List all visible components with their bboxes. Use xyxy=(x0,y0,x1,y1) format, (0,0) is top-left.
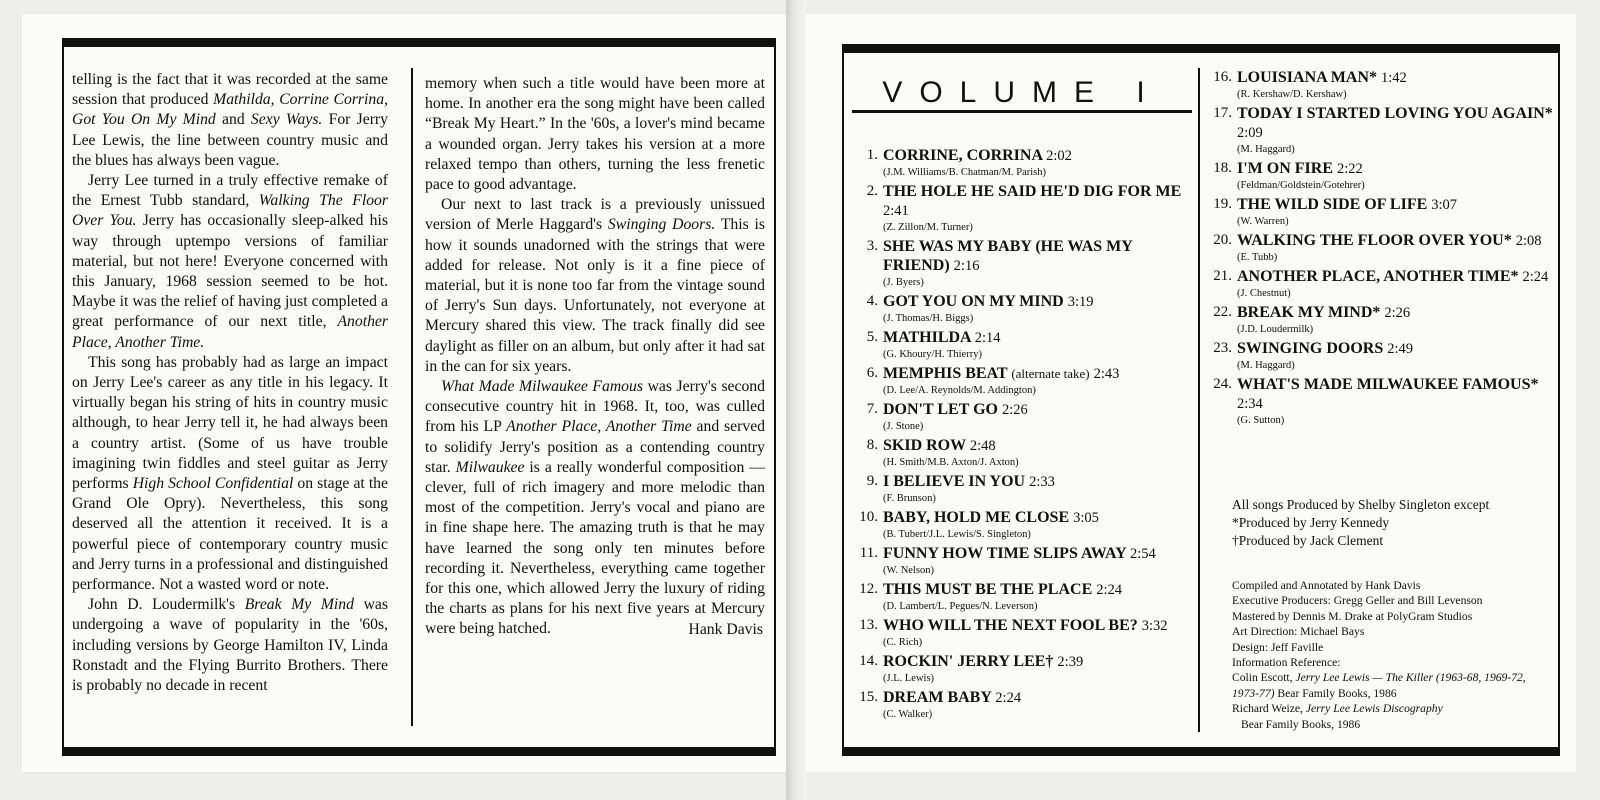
paragraph xyxy=(72,353,388,595)
track-item xyxy=(1206,303,1556,337)
track-title-line xyxy=(883,182,1198,221)
track-credit: (R. Kershaw/D. Kershaw) xyxy=(1237,89,1347,100)
track-item xyxy=(852,508,1198,542)
text-run: on stage at the Grand Ole Opry). Nevertheless, this song deserved all the attention it received. It is a powerful piece of contemporary country music and Jerry turns in a professional and distinguished performance. Not a wasted word or note. xyxy=(72,475,388,594)
track-credit: (E. Tubb) xyxy=(1237,252,1278,263)
track-time: 2:08 xyxy=(1515,233,1542,249)
track-title: THIS MUST BE THE PLACE xyxy=(883,581,1093,598)
text-run: and served to solidify Jerry's position as a contending country star. xyxy=(425,418,765,476)
track-title: GOT YOU ON MY MIND xyxy=(883,293,1064,310)
volume-title: VOLUME I xyxy=(882,76,1162,109)
track-time: 2:41 xyxy=(883,203,909,219)
track-credit: (B. Tubert/J.L. Lewis/S. Singleton) xyxy=(883,529,1031,540)
track-time: 2:14 xyxy=(974,330,1001,346)
italic-title: Walking The Floor Over You. xyxy=(72,192,388,230)
track-item xyxy=(1206,231,1556,265)
track-item xyxy=(852,400,1198,434)
paragraph xyxy=(72,595,388,696)
italic-title: Another Place, Another Time. xyxy=(72,313,388,351)
track-item xyxy=(1206,267,1556,301)
tracklist-column-1 xyxy=(852,146,1198,724)
credit-line xyxy=(1232,578,1552,593)
track-number: 11. xyxy=(859,545,878,561)
track-title: MATHILDA xyxy=(883,329,971,346)
left-column-divider xyxy=(411,68,413,726)
track-time: 3:05 xyxy=(1073,510,1099,526)
track-title: DON'T LET GO xyxy=(883,401,998,418)
track-time: 2:24 xyxy=(995,690,1022,706)
track-title-line xyxy=(1237,231,1556,251)
credit-line xyxy=(1232,624,1552,639)
track-title-line xyxy=(1237,339,1556,359)
track-number: 14. xyxy=(859,653,878,669)
track-credit: (F. Brunson) xyxy=(883,493,936,504)
credit-text: Richard Weize, xyxy=(1232,702,1306,716)
track-title-line xyxy=(1237,267,1556,287)
track-number: 12. xyxy=(859,581,878,597)
track-title-line xyxy=(1237,303,1556,323)
track-time: 3:19 xyxy=(1067,294,1094,310)
track-number: 21. xyxy=(1213,268,1232,284)
track-time: 2:09 xyxy=(1237,125,1263,141)
track-credit: (J.L. Lewis) xyxy=(883,673,935,684)
track-body xyxy=(883,508,1198,542)
track-title: LOUISIANA MAN* xyxy=(1237,69,1378,86)
track-title: MEMPHIS BEAT xyxy=(883,365,1008,382)
track-credit: (C. Rich) xyxy=(883,637,923,648)
track-time: 3:32 xyxy=(1141,618,1168,634)
track-body xyxy=(1237,68,1556,102)
track-credit: (J. Byers) xyxy=(883,277,924,288)
tracklist-column-divider xyxy=(1198,68,1200,732)
track-credit: (J.M. Williams/B. Chatman/M. Parish) xyxy=(883,167,1047,178)
track-body xyxy=(1237,195,1556,229)
track-time: 2:33 xyxy=(1029,474,1055,490)
italic-title: What Made Milwaukee Famous xyxy=(441,378,643,396)
track-title-line xyxy=(883,237,1198,276)
track-body xyxy=(1237,375,1556,428)
italic-title: Milwaukee xyxy=(455,458,525,476)
track-item xyxy=(852,472,1198,506)
paragraph xyxy=(425,195,765,377)
track-item xyxy=(852,364,1198,398)
track-title: ANOTHER PLACE, ANOTHER TIME* xyxy=(1237,268,1519,285)
track-time: 2:22 xyxy=(1337,161,1363,177)
track-title-line xyxy=(883,508,1198,528)
track-time: 2:26 xyxy=(1384,305,1411,321)
track-item xyxy=(1206,339,1556,373)
track-item xyxy=(1206,68,1556,102)
credit-text: Colin Escott, xyxy=(1232,671,1296,685)
track-title: THE HOLE HE SAID HE'D DIG FOR ME xyxy=(883,183,1182,200)
track-number: 18. xyxy=(1213,160,1232,176)
text-run: This song has probably had as large an impact on Jerry Lee's career as any title in his legacy. It virtually began his string of hits in country music although, to hear Jerry tell it, he had always been a country artist. (Some of us have trouble imagining twin fiddles and steel guitar as Jerry performs xyxy=(72,353,388,493)
track-body xyxy=(883,544,1198,578)
track-title-line xyxy=(883,616,1198,636)
track-title: TODAY I STARTED LOVING YOU AGAIN* xyxy=(1237,105,1553,122)
track-credit: (H. Smith/M.B. Axton/J. Axton) xyxy=(883,457,1019,468)
producer-line: †Produced by Jack Clement xyxy=(1232,533,1384,548)
italic-title: Mathilda, Corrine Corrina, Got You On My Mind xyxy=(72,91,389,129)
track-title-line xyxy=(1237,159,1556,179)
track-title-line xyxy=(883,580,1198,600)
track-body xyxy=(883,472,1198,506)
track-number: 24. xyxy=(1213,376,1232,392)
text-run: was Jerry's second consecutive country hit in 1968. It, too, was culled from his LP xyxy=(425,378,765,436)
track-body xyxy=(883,292,1198,326)
track-time: 2:49 xyxy=(1387,341,1414,357)
credit-text: Mastered by Dennis M. Drake at PolyGram Studios xyxy=(1232,609,1473,623)
liner-notes-column-2 xyxy=(425,74,765,640)
track-title-line xyxy=(883,472,1198,492)
track-title-line xyxy=(1237,104,1556,143)
track-credit: (C. Walker) xyxy=(883,709,933,720)
track-item xyxy=(852,237,1198,290)
track-number: 7. xyxy=(866,401,878,417)
track-body xyxy=(883,400,1198,434)
track-title: SWINGING DOORS xyxy=(1237,340,1384,357)
track-number: 17. xyxy=(1213,105,1232,121)
track-title: SKID ROW xyxy=(883,437,966,454)
italic-title: Swinging Doors. xyxy=(607,216,716,234)
track-time: 2:48 xyxy=(969,438,996,454)
track-title: ROCKIN' JERRY LEE† xyxy=(883,653,1054,670)
paragraph xyxy=(425,74,765,195)
credit-text: Bear Family Books, 1986 xyxy=(1241,717,1361,731)
producer-line: *Produced by Jerry Kennedy xyxy=(1232,515,1390,530)
credit-line xyxy=(1232,593,1552,608)
track-title: CORRINE, CORRINA xyxy=(883,147,1043,164)
track-credit: (M. Haggard) xyxy=(1237,360,1295,371)
track-note: (alternate take) xyxy=(1011,366,1090,381)
paragraph xyxy=(425,377,765,640)
track-title: FUNNY HOW TIME SLIPS AWAY xyxy=(883,545,1127,562)
track-title: BREAK MY MIND* xyxy=(1237,304,1381,321)
text-run: was undergoing a wave of popularity in the '60s, including versions by George Hamilton IV, Linda Ronstadt and the Flying Burrito Brothers. There is probably no decade in recent xyxy=(72,596,388,695)
track-number: 10. xyxy=(859,509,878,525)
track-title-line xyxy=(883,328,1198,348)
track-time: 2:34 xyxy=(1237,396,1263,412)
credit-italic: Jerry Lee Lewis — The Killer (1963-68, 1969-72, 1973-77) xyxy=(1232,671,1526,700)
track-body xyxy=(883,580,1198,614)
booklet-spine xyxy=(786,0,806,800)
signature: Hank Davis xyxy=(688,620,763,638)
track-number: 19. xyxy=(1213,196,1232,212)
credit-line xyxy=(1232,717,1552,732)
track-number: 9. xyxy=(866,473,878,489)
track-time: 2:43 xyxy=(1093,366,1120,382)
track-time: 2:39 xyxy=(1057,654,1084,670)
track-title: WHAT'S MADE MILWAUKEE FAMOUS* xyxy=(1237,376,1539,393)
producer-line: All songs Produced by Shelby Singleton except xyxy=(1232,497,1490,512)
text-run: telling is the fact that it was recorded at the same session that produced xyxy=(72,71,388,109)
track-item xyxy=(1206,195,1556,229)
track-number: 23. xyxy=(1213,340,1232,356)
track-title: I'M ON FIRE xyxy=(1237,160,1333,177)
track-credit: (J.D. Loudermilk) xyxy=(1237,324,1314,335)
track-credit: (J. Thomas/H. Biggs) xyxy=(883,313,974,324)
track-body xyxy=(883,436,1198,470)
track-title: BABY, HOLD ME CLOSE xyxy=(883,509,1070,526)
track-body xyxy=(1237,267,1556,301)
track-body xyxy=(883,182,1198,235)
track-credit: (J. Stone) xyxy=(883,421,924,432)
track-item xyxy=(852,652,1198,686)
track-item xyxy=(1206,159,1556,193)
credit-line xyxy=(1232,609,1552,624)
italic-title: Sexy Ways. xyxy=(250,111,323,129)
paragraph xyxy=(72,70,388,171)
track-body xyxy=(1237,104,1556,157)
credit-line xyxy=(1232,701,1552,716)
track-title: DREAM BABY xyxy=(883,689,992,706)
track-body xyxy=(883,328,1198,362)
track-credit: (W. Nelson) xyxy=(883,565,934,576)
production-credits xyxy=(1232,578,1552,732)
track-title-line xyxy=(883,292,1198,312)
credit-text: Design: Jeff Faville xyxy=(1232,640,1324,654)
track-number: 1. xyxy=(866,147,878,163)
track-credit: (G. Sutton) xyxy=(1237,415,1285,426)
track-time: 2:24 xyxy=(1522,269,1549,285)
track-title-line xyxy=(1237,195,1556,215)
track-title: THE WILD SIDE OF LIFE xyxy=(1237,196,1428,213)
track-number: 8. xyxy=(866,437,878,453)
track-title-line xyxy=(883,652,1198,672)
track-number: 16. xyxy=(1213,69,1232,85)
track-item xyxy=(852,688,1198,722)
track-body xyxy=(883,237,1198,290)
track-title: WHO WILL THE NEXT FOOL BE? xyxy=(883,617,1138,634)
text-run: Jerry has occasionally sleep-alked his way through uptempo versions of familiar material, but not here! Everyone concerned with this January, 1968 session seemed to be hot. Maybe it was the relief of having just completed a great performance of our next title, xyxy=(72,212,388,331)
credit-text: Art Direction: Michael Bays xyxy=(1232,625,1365,639)
track-body xyxy=(1237,231,1556,265)
track-credit: (Z. Zillon/M. Turner) xyxy=(883,222,973,233)
track-body xyxy=(883,616,1198,650)
track-number: 20. xyxy=(1213,232,1232,248)
track-title-line xyxy=(883,146,1198,166)
text-run: John D. Loudermilk's xyxy=(88,596,245,614)
credit-tail: Bear Family Books, 1986 xyxy=(1274,686,1397,700)
track-number: 22. xyxy=(1213,304,1232,320)
track-item xyxy=(852,292,1198,326)
track-item xyxy=(852,436,1198,470)
credit-text: Information Reference: xyxy=(1232,656,1341,670)
track-item xyxy=(852,580,1198,614)
credit-line xyxy=(1232,655,1552,670)
track-body xyxy=(1237,159,1556,193)
credit-italic: Jerry Lee Lewis Discography xyxy=(1305,702,1443,716)
track-item xyxy=(852,146,1198,180)
credit-text: Executive Producers: Gregg Geller and Bill Levenson xyxy=(1232,594,1483,608)
track-number: 4. xyxy=(866,293,878,309)
track-title-line xyxy=(883,436,1198,456)
text-run: This is how it sounds unadorned with the strings that were added for release. Not only is it a fine piece of material, but it is none too far from the vintage sound of Jerry's Sun days. Unfortunately, not everyone at Mercury shared this view. The track finally did see daylight as filler on an album, but only after it had sat in the can for six years. xyxy=(425,216,765,375)
track-number: 13. xyxy=(859,617,878,633)
text-run: is a really wonderful composition — clever, full of rich imagery and more melodic than most of the competition. Jerry's vocal and piano are in fine shape here. The amazing truth is that he may have learned the song only ten minutes before recording it. Nevertheless, everything came together for this one, which allowed Jerry the luxury of riding the charts as plans for his next five years at Mercury were being hatched. xyxy=(425,458,765,638)
track-item xyxy=(852,544,1198,578)
track-number: 6. xyxy=(866,365,878,381)
track-item xyxy=(852,182,1198,235)
track-credit: (D. Lambert/L. Pegues/N. Leverson) xyxy=(883,601,1038,612)
track-item xyxy=(852,616,1198,650)
track-time: 2:54 xyxy=(1130,546,1156,562)
track-body xyxy=(883,364,1198,398)
track-title-line xyxy=(883,400,1198,420)
track-time: 3:07 xyxy=(1431,197,1458,213)
track-item xyxy=(1206,104,1556,157)
track-credit: (W. Warren) xyxy=(1237,216,1289,227)
text-run: Our next to last track is a previously unissued version of Merle Haggard's xyxy=(425,196,765,234)
track-title: WALKING THE FLOOR OVER YOU* xyxy=(1237,232,1512,249)
track-title: SHE WAS MY BABY (HE WAS MY FRIEND) xyxy=(883,238,1133,274)
track-number: 5. xyxy=(866,329,878,345)
liner-notes-column-1 xyxy=(72,70,388,696)
track-credit: (G. Khoury/H. Thierry) xyxy=(883,349,982,360)
track-time: 2:24 xyxy=(1096,582,1123,598)
italic-title: Another Place, Another Time xyxy=(506,418,692,436)
track-number: 2. xyxy=(866,183,878,199)
track-body xyxy=(1237,339,1556,373)
producer-notes xyxy=(1232,496,1489,550)
track-title-line xyxy=(883,364,1198,384)
track-body xyxy=(883,688,1198,722)
track-time: 1:42 xyxy=(1381,70,1407,86)
track-number: 3. xyxy=(866,238,878,254)
text-run: Jerry Lee turned in a truly effective remake of the Ernest Tubb standard, xyxy=(72,172,388,210)
track-time: 2:26 xyxy=(1002,402,1028,418)
volume-title-rule xyxy=(852,110,1192,113)
credit-text: Compiled and Annotated by Hank Davis xyxy=(1232,579,1421,592)
track-title-line xyxy=(883,544,1198,564)
track-item xyxy=(852,328,1198,362)
credit-line xyxy=(1232,670,1552,701)
italic-title: High School Confidential xyxy=(132,475,294,493)
track-body xyxy=(883,652,1198,686)
text-run: memory when such a title would have been more at home. In another era the song might have been called “Break My Heart.” In the '60s, a lover's mind became a wounded organ. Jerry takes his version at a more relaxed tempo than others, turning the less frenetic pace to good advantage. xyxy=(425,75,765,194)
track-time: 2:02 xyxy=(1046,148,1072,164)
tracklist-column-2 xyxy=(1206,68,1556,430)
track-number: 15. xyxy=(859,689,878,705)
track-credit: (M. Haggard) xyxy=(1237,144,1295,155)
track-body xyxy=(883,146,1198,180)
track-title: I BELIEVE IN YOU xyxy=(883,473,1026,490)
track-time: 2:16 xyxy=(953,258,980,274)
track-body xyxy=(1237,303,1556,337)
track-title-line xyxy=(883,688,1198,708)
track-credit: (J. Chestnut) xyxy=(1237,288,1291,299)
text-run: For Jerry Lee Lewis, the line between country music and the blues has always been vague. xyxy=(72,111,388,169)
text-run: and xyxy=(215,111,251,129)
track-item xyxy=(1206,375,1556,428)
track-credit: (D. Lee/A. Reynolds/M. Addington) xyxy=(883,385,1036,396)
credit-line xyxy=(1232,640,1552,655)
track-credit: (Feldman/Goldstein/Gotehrer) xyxy=(1237,180,1365,191)
italic-title: Break My Mind xyxy=(244,596,354,614)
track-title-line xyxy=(1237,375,1556,414)
track-title-line xyxy=(1237,68,1556,88)
paragraph xyxy=(72,171,388,353)
